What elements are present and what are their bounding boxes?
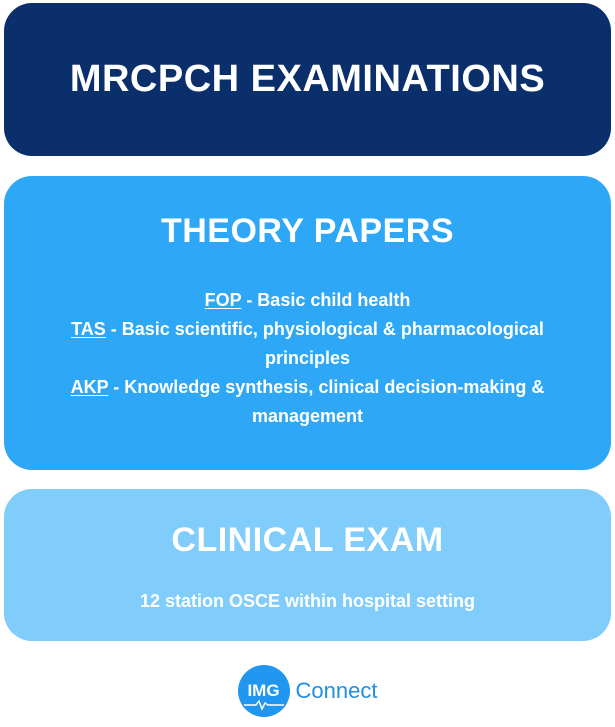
- clinical-exam-subtitle: 12 station OSCE within hospital setting: [139, 591, 476, 611]
- paper-abbr: FOP: [204, 290, 242, 310]
- clinical-exam-panel: [4, 489, 611, 641]
- paper-list: [44, 286, 571, 431]
- heartbeat-icon: [244, 699, 284, 711]
- paper-item-akp: [44, 373, 571, 431]
- paper-description: - Basic scientific, physiological & pharmacological principles: [105, 319, 544, 368]
- img-connect-logo: [0, 665, 615, 717]
- paper-abbr: AKP: [70, 377, 109, 397]
- theory-papers-title: THEORY PAPERS: [160, 212, 455, 250]
- logo-text: Connect: [295, 678, 378, 703]
- page-title: MRCPCH EXAMINATIONS: [69, 58, 546, 100]
- logo-mark: [238, 665, 290, 717]
- paper-description: - Knowledge synthesis, clinical decision-making & management: [108, 377, 545, 426]
- paper-description: - Basic child health: [241, 290, 411, 310]
- theory-papers-panel: [4, 176, 611, 470]
- clinical-exam-title: CLINICAL EXAM: [171, 521, 444, 559]
- header-panel: [4, 3, 611, 156]
- paper-abbr: TAS: [71, 319, 106, 339]
- paper-item-tas: [44, 315, 571, 373]
- logo-mark-text: IMG: [247, 681, 280, 700]
- paper-item-fop: [44, 286, 571, 315]
